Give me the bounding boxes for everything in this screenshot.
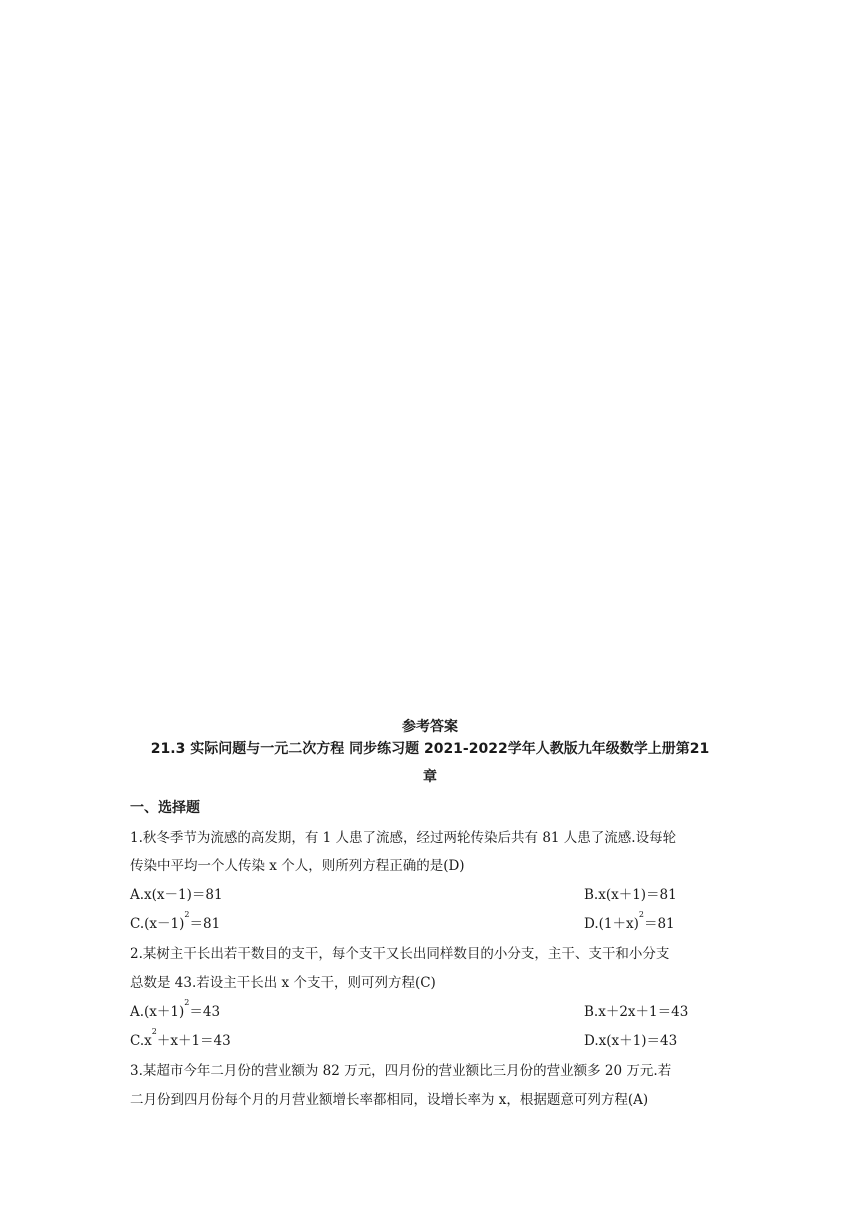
question-1-option-b: B.x(x＋1)＝81 xyxy=(584,887,677,903)
document-subtitle-continued: 章 xyxy=(423,769,437,785)
question-1-text: 1.秋冬季节为流感的高发期，有 1 人患了流感，经过两轮传染后共有 81 人患了流感.设每轮 xyxy=(130,830,677,846)
question-3-text-continued: 二月份到四月份每个月的月营业额增长率都相同，设增长率为 x，根据题意可列方程(A) xyxy=(130,1092,649,1108)
question-1-option-c: $C.(x-1)^2=81$ xyxy=(130,910,221,932)
question-1-text-continued: 传染中平均一个人传染 x 个人，则所列方程正确的是(D) xyxy=(130,858,465,874)
question-2-option-d: D.x(x＋1)＝43 xyxy=(584,1033,678,1049)
question-3-text: 3.某超市今年二月份的营业额为 82 万元，四月份的营业额比三月份的营业额多 20 万元.若 xyxy=(130,1063,672,1079)
document-subtitle: 21.3 实际问题与一元二次方程 同步练习题 2021-2022学年人教版九年级数学上册第21 xyxy=(150,741,710,757)
question-2-option-a: $A.(x+1)^2=43$ xyxy=(130,998,221,1020)
section-heading: 一、选择题 xyxy=(130,800,200,816)
question-1-option-a: A.x(x－1)＝81 xyxy=(130,887,223,903)
question-2-text-continued: 总数是 43.若设主干长出 x 个支干，则可列方程(C) xyxy=(130,975,436,991)
page-title: 参考答案 xyxy=(402,719,458,735)
question-2-option-c: $C.x^2+x+1=43$ xyxy=(130,1027,231,1049)
question-2-text: 2.某树主干长出若干数目的支干，每个支干又长出同样数目的小分支，主干、支干和小分支 xyxy=(130,946,670,962)
question-1-option-d: $D.(1+x)^2=81$ xyxy=(584,910,675,932)
question-2-option-b: B.x＋2x＋1＝43 xyxy=(584,1004,689,1020)
